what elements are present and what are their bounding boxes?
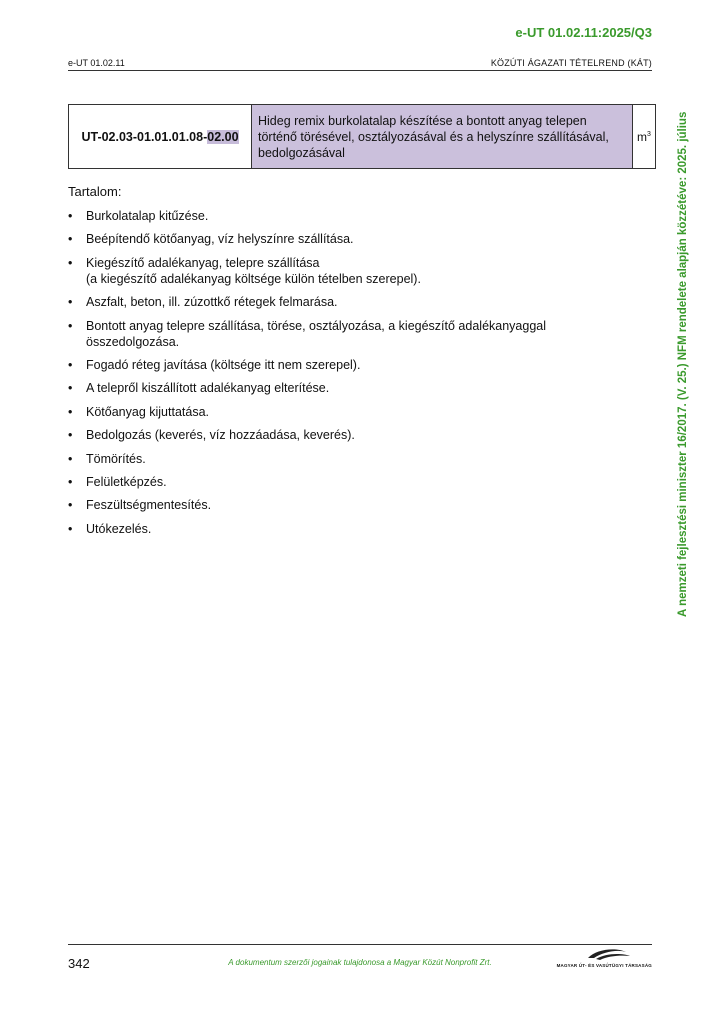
header-right: KÖZÚTI ÁGAZATI TÉTELREND (KÁT) xyxy=(490,58,652,68)
item-row xyxy=(69,105,656,169)
unit-exponent: 3 xyxy=(647,130,651,138)
list-item-text: Kötőanyag kijuttatása. xyxy=(86,404,209,419)
list-item-text: Bedolgozás (keverés, víz hozzáadása, keverés). xyxy=(86,428,355,443)
header-left: e-UT 01.02.11 xyxy=(68,58,125,68)
bullet-icon: • xyxy=(68,428,73,443)
bullet-icon: • xyxy=(68,232,73,247)
item-description: Hideg remix burkolatalap készítése a bontott anyag telepen történő törésével, osztályozásával és a helyszínre szállításával, bedolgozásával xyxy=(252,105,633,169)
list-item xyxy=(68,497,628,513)
list-item-text: Bontott anyag telepre szállítása, törése, osztályozása, a kiegészítő adalékanyaggal xyxy=(86,318,547,333)
list-item-text: Tömörítés. xyxy=(86,451,146,466)
list-item xyxy=(68,427,628,443)
bullet-icon: • xyxy=(68,451,73,466)
list-item-text: Feszültségmentesítés. xyxy=(86,498,212,513)
publication-note: A nemzeti fejlesztési miniszter 16/2017. (V. 25.) NFM rendelete alapján közzétéve: 2025. július xyxy=(677,111,689,617)
list-item-text: Beépítendő kötőanyag, víz helyszínre szállítása. xyxy=(86,232,354,247)
bullet-icon: • xyxy=(68,318,73,333)
list-item xyxy=(68,208,628,224)
copyright-notice: A dokumentum szerzői jogainak tulajdonosa a Magyar Közút Nonprofit Zrt. xyxy=(228,958,492,967)
bullet-icon: • xyxy=(68,498,73,513)
list-item-text: A telepről kiszállított adalékanyag elterítése. xyxy=(86,381,330,396)
page-number: 342 xyxy=(68,956,90,971)
contents-list xyxy=(68,208,628,544)
item-code-suffix: 02.00 xyxy=(207,129,239,144)
item-unit xyxy=(633,105,656,169)
logo-text: MAGYAR ÚT- ÉS VASÚTÜGYI TÁRSASÁG xyxy=(556,963,652,968)
header-divider xyxy=(68,70,652,71)
list-item-text: Utókezelés. xyxy=(86,521,152,536)
list-item xyxy=(68,255,628,287)
list-item xyxy=(68,318,628,350)
item-table xyxy=(68,104,656,169)
bullet-icon: • xyxy=(68,209,73,223)
list-item xyxy=(68,474,628,490)
list-item xyxy=(68,380,628,396)
list-item xyxy=(68,357,628,373)
document-code: e-UT 01.02.11:2025/Q3 xyxy=(515,25,652,40)
footer-divider xyxy=(68,944,652,945)
bullet-icon: • xyxy=(68,295,73,310)
list-item xyxy=(68,451,628,467)
list-item-text: Fogadó réteg javítása (költsége itt nem szerepel). xyxy=(86,357,361,372)
list-item-text: Kiegészítő adalékanyag, telepre szállítása xyxy=(86,255,320,270)
contents-title: Tartalom: xyxy=(68,184,122,199)
bullet-icon: • xyxy=(68,474,73,489)
bullet-icon: • xyxy=(68,521,73,536)
company-logo xyxy=(556,946,652,970)
list-item-text-cont: összedolgozása. xyxy=(86,334,180,349)
list-item xyxy=(68,404,628,420)
item-code-prefix: UT-02.03-01.01.01.08- xyxy=(81,129,208,144)
bullet-icon: • xyxy=(68,404,73,419)
list-item-text: Burkolatalap kitűzése. xyxy=(86,209,209,223)
unit-symbol: m xyxy=(637,129,648,144)
list-item xyxy=(68,294,628,310)
bullet-icon: • xyxy=(68,381,73,396)
list-item xyxy=(68,521,628,537)
list-item xyxy=(68,231,628,247)
list-item-text-cont: (a kiegészítő adalékanyag költsége külön tételben szerepel). xyxy=(86,271,421,286)
item-code xyxy=(69,105,252,169)
list-item-text: Aszfalt, beton, ill. zúzottkő rétegek felmarása. xyxy=(86,295,338,310)
bullet-icon: • xyxy=(68,357,73,372)
list-item-text: Felületképzés. xyxy=(86,474,167,489)
bullet-icon: • xyxy=(68,255,73,270)
